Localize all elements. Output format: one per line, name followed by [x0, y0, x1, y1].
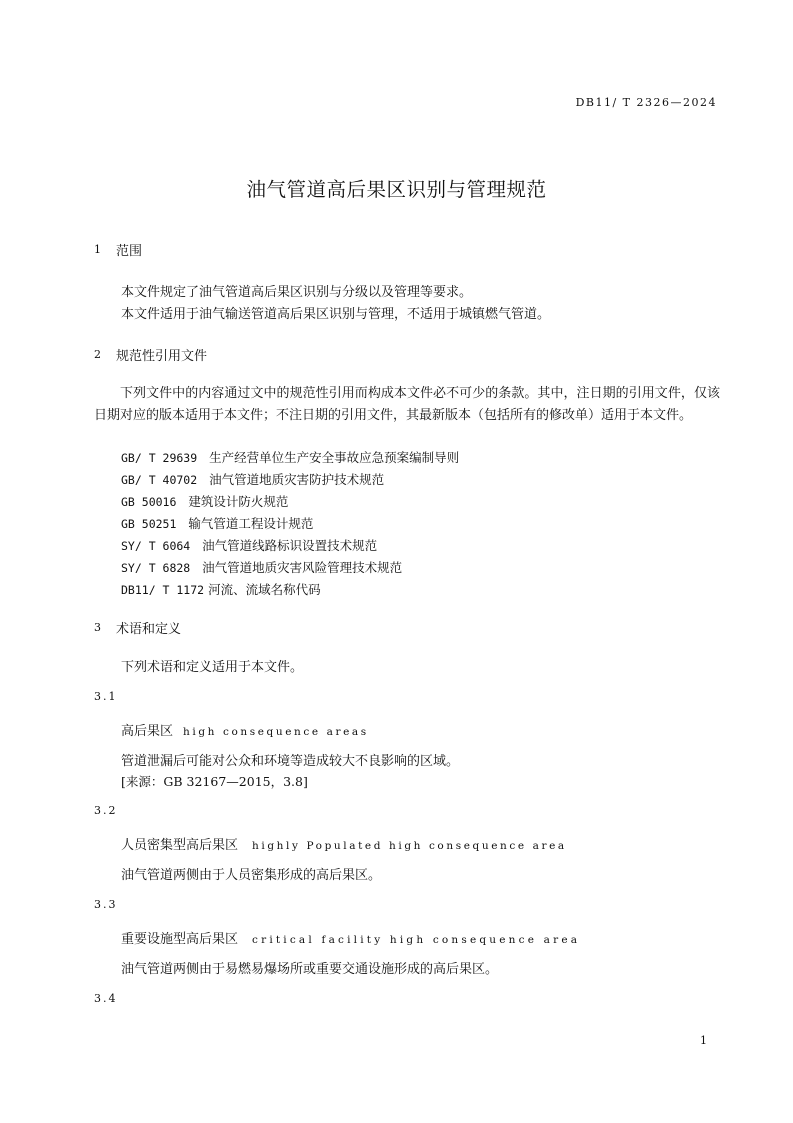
reference-code: GB/ T 29639	[121, 451, 198, 465]
term-english: critical facility high consequence area	[252, 934, 581, 946]
term-heading	[121, 720, 369, 739]
reference-title: 输气管道工程设计规范	[188, 516, 314, 531]
reference-item	[121, 536, 377, 554]
reference-code: GB 50016	[121, 495, 177, 509]
term-heading	[121, 834, 567, 853]
term-definition: 油气管道两侧由于易燃易爆场所或重要交通设施形成的高后果区。	[121, 962, 499, 977]
document-id: DB11/ T 2326—2024	[575, 96, 717, 109]
reference-code: DB11/ T 1172	[121, 583, 205, 597]
section-3-title: 术语和定义	[116, 622, 182, 637]
section-1-number: 1	[94, 243, 101, 256]
reference-item	[121, 514, 313, 532]
reference-item	[121, 580, 321, 598]
section-2-intro: 下列文件中的内容通过文中的规范性引用而构成本文件必不可少的条款。其中，注日期的引用文件，仅该日期对应的版本适用于本文件；不注日期的引用文件，其最新版本（包括所有的修改单）适用于本文件。	[94, 386, 720, 423]
term-number: 3.2	[94, 804, 118, 817]
section-3-intro: 下列术语和定义适用于本文件。	[121, 660, 304, 675]
page-number: 1	[700, 1034, 707, 1047]
term-number: 3.3	[94, 898, 118, 911]
reference-code: GB/ T 40702	[121, 473, 198, 487]
term-source: [来源：GB 32167—2015，3.8]	[121, 774, 308, 789]
section-2-title: 规范性引用文件	[116, 349, 208, 364]
reference-title: 油气管道地质灾害防护技术规范	[209, 472, 385, 487]
reference-title: 油气管道地质灾害风险管理技术规范	[202, 560, 403, 575]
section-1-paragraph-1: 本文件规定了油气管道高后果区识别与分级以及管理等要求。	[121, 285, 473, 300]
section-3-number: 3	[94, 621, 101, 634]
reference-title: 生产经营单位生产安全事故应急预案编制导则	[209, 450, 460, 465]
reference-code: SY/ T 6064	[121, 539, 191, 553]
reference-title: 建筑设计防火规范	[188, 494, 289, 509]
term-english: high consequence areas	[183, 726, 369, 738]
term-definition: 油气管道两侧由于人员密集形成的高后果区。	[121, 868, 382, 883]
section-2-number: 2	[94, 348, 101, 361]
reference-item	[121, 470, 384, 488]
reference-item	[121, 492, 288, 510]
section-1-title: 范围	[116, 244, 143, 259]
term-heading	[121, 928, 580, 947]
term-chinese: 人员密集型高后果区	[121, 838, 239, 853]
term-number: 3.1	[94, 690, 118, 703]
term-chinese: 高后果区	[121, 724, 174, 739]
term-number: 3.4	[94, 992, 118, 1005]
section-1-paragraph-2: 本文件适用于油气输送管道高后果区识别与管理，不适用于城镇燃气管道。	[121, 307, 551, 322]
term-english: highly Populated high consequence area	[252, 840, 567, 852]
reference-item	[121, 448, 459, 466]
reference-code: GB 50251	[121, 517, 177, 531]
reference-title: 河流、流域名称代码	[208, 582, 321, 597]
term-chinese: 重要设施型高后果区	[121, 932, 239, 947]
reference-code: SY/ T 6828	[121, 561, 191, 575]
term-definition: 管道泄漏后可能对公众和环境等造成较大不良影响的区域。	[121, 754, 460, 769]
document-title: 油气管道高后果区识别与管理规范	[246, 178, 547, 201]
reference-item	[121, 558, 402, 576]
reference-title: 油气管道线路标识设置技术规范	[202, 538, 378, 553]
